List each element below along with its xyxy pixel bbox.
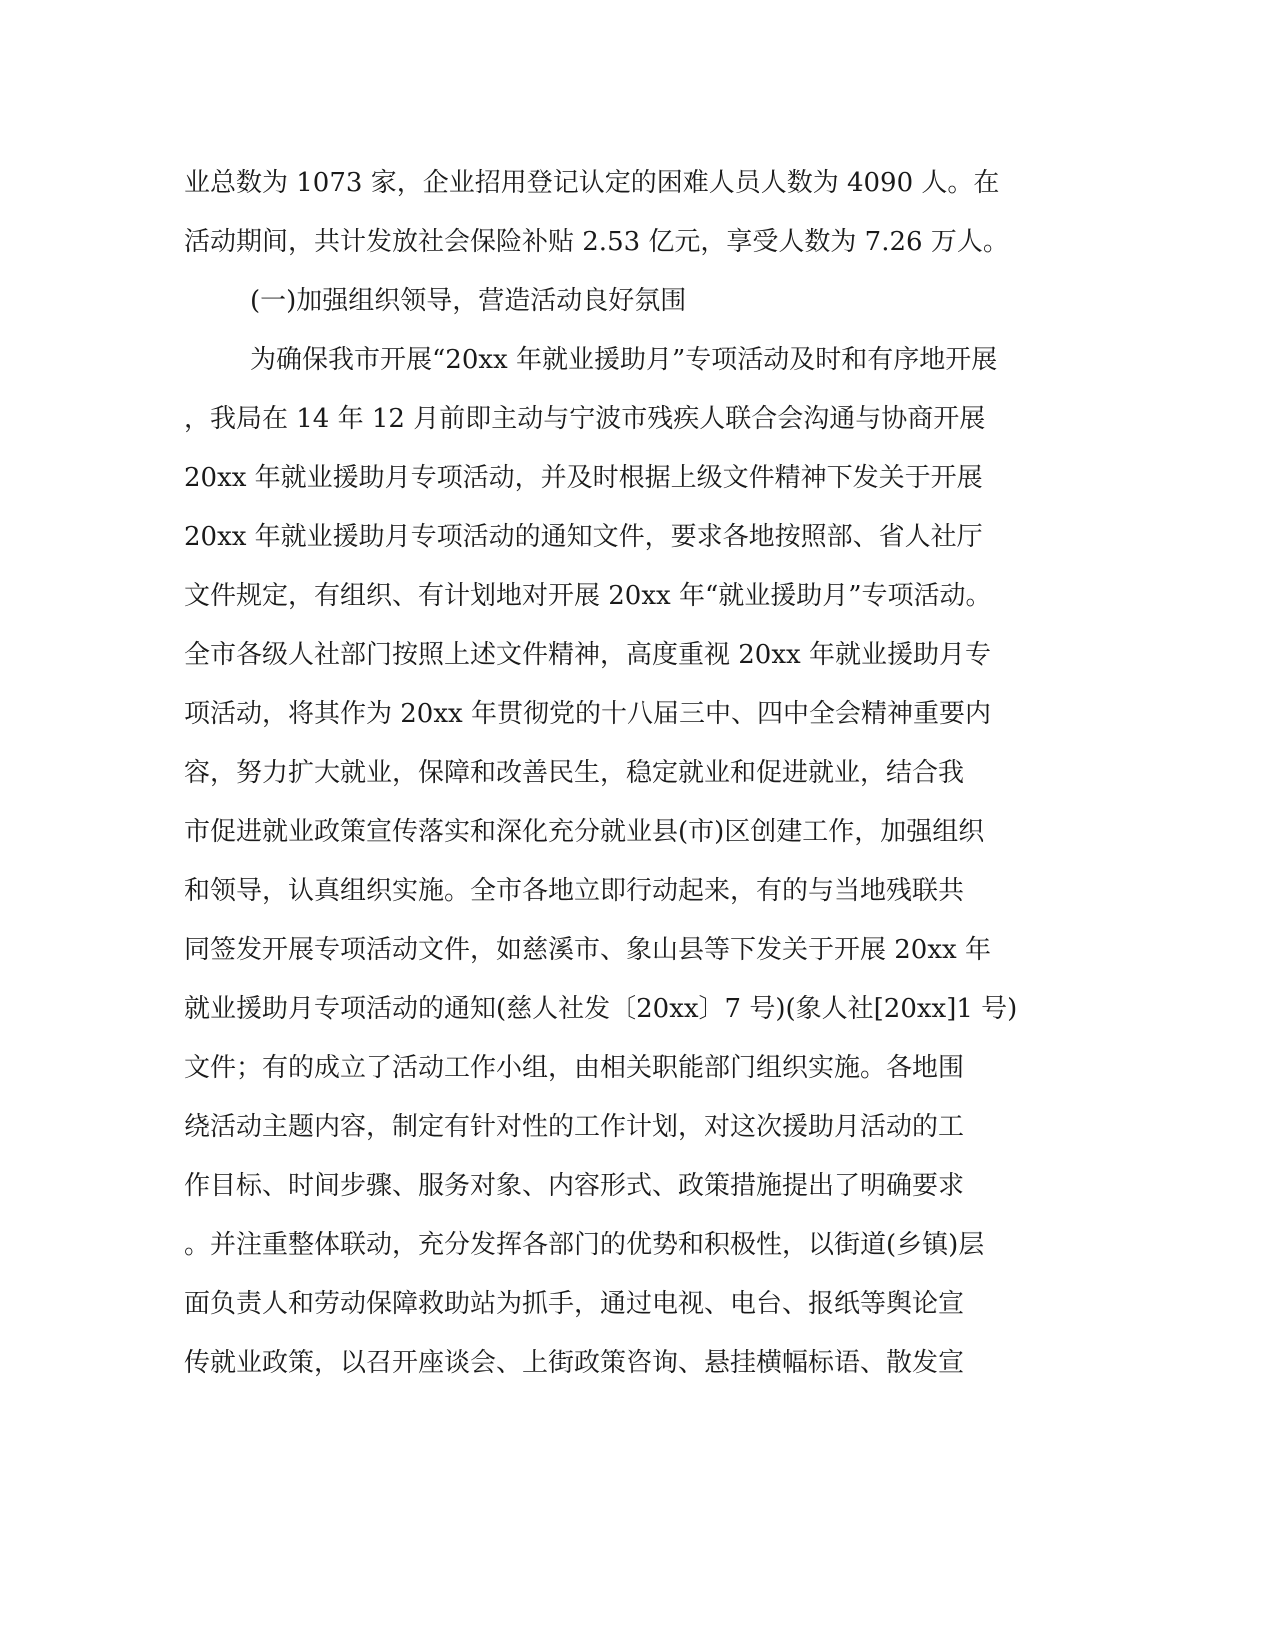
text-line: 全市各级人社部门按照上述文件精神，高度重视 20xx 年就业援助月专 xyxy=(184,640,991,670)
text-line: 容，努力扩大就业，保障和改善民生，稳定就业和促进就业，结合我 xyxy=(184,758,965,788)
text-line: ，我局在 14 年 12 月前即主动与宁波市残疾人联合会沟通与协商开展 xyxy=(184,404,986,434)
text-line: 文件；有的成立了活动工作小组，由相关职能部门组织实施。各地围 xyxy=(184,1053,965,1083)
text-line: 面负责人和劳动保障救助站为抓手，通过电视、电台、报纸等舆论宣 xyxy=(184,1289,965,1319)
text-line: 和领导，认真组织实施。全市各地立即行动起来，有的与当地残联共 xyxy=(184,876,965,906)
text-line: 文件规定，有组织、有计划地对开展 20xx 年“就业援助月”专项活动。 xyxy=(184,581,992,611)
text-line: 作目标、时间步骤、服务对象、内容形式、政策措施提出了明确要求 xyxy=(184,1171,965,1201)
text-line: 20xx 年就业援助月专项活动的通知文件，要求各地按照部、省人社厅 xyxy=(184,522,983,552)
text-line: 传就业政策，以召开座谈会、上街政策咨询、悬挂横幅标语、散发宣 xyxy=(184,1348,965,1378)
text-line: 20xx 年就业援助月专项活动，并及时根据上级文件精神下发关于开展 xyxy=(184,463,983,493)
text-line: 业总数为 1073 家，企业招用登记认定的困难人员人数为 4090 人。在 xyxy=(184,168,1000,198)
text-line: 活动期间，共计发放社会保险补贴 2.53 亿元，享受人数为 7.26 万人。 xyxy=(184,227,1009,257)
text-line: 同签发开展专项活动文件，如慈溪市、象山县等下发关于开展 20xx 年 xyxy=(184,935,991,965)
text-line: 绕活动主题内容，制定有针对性的工作计划，对这次援助月活动的工 xyxy=(184,1112,965,1142)
text-line: 。并注重整体联动，充分发挥各部门的优势和积极性，以街道(乡镇)层 xyxy=(184,1230,985,1260)
text-line: 项活动，将其作为 20xx 年贯彻党的十八届三中、四中全会精神重要内 xyxy=(184,699,991,729)
section-heading: (一)加强组织领导，营造活动良好氛围 xyxy=(250,286,687,316)
text-line: 市促进就业政策宣传落实和深化充分就业县(市)区创建工作，加强组织 xyxy=(184,817,985,847)
text-line: 为确保我市开展“20xx 年就业援助月”专项活动及时和有序地开展 xyxy=(250,345,998,375)
text-line: 就业援助月专项活动的通知(慈人社发〔20xx〕7 号)(象人社[20xx]1 号) xyxy=(184,994,1018,1024)
